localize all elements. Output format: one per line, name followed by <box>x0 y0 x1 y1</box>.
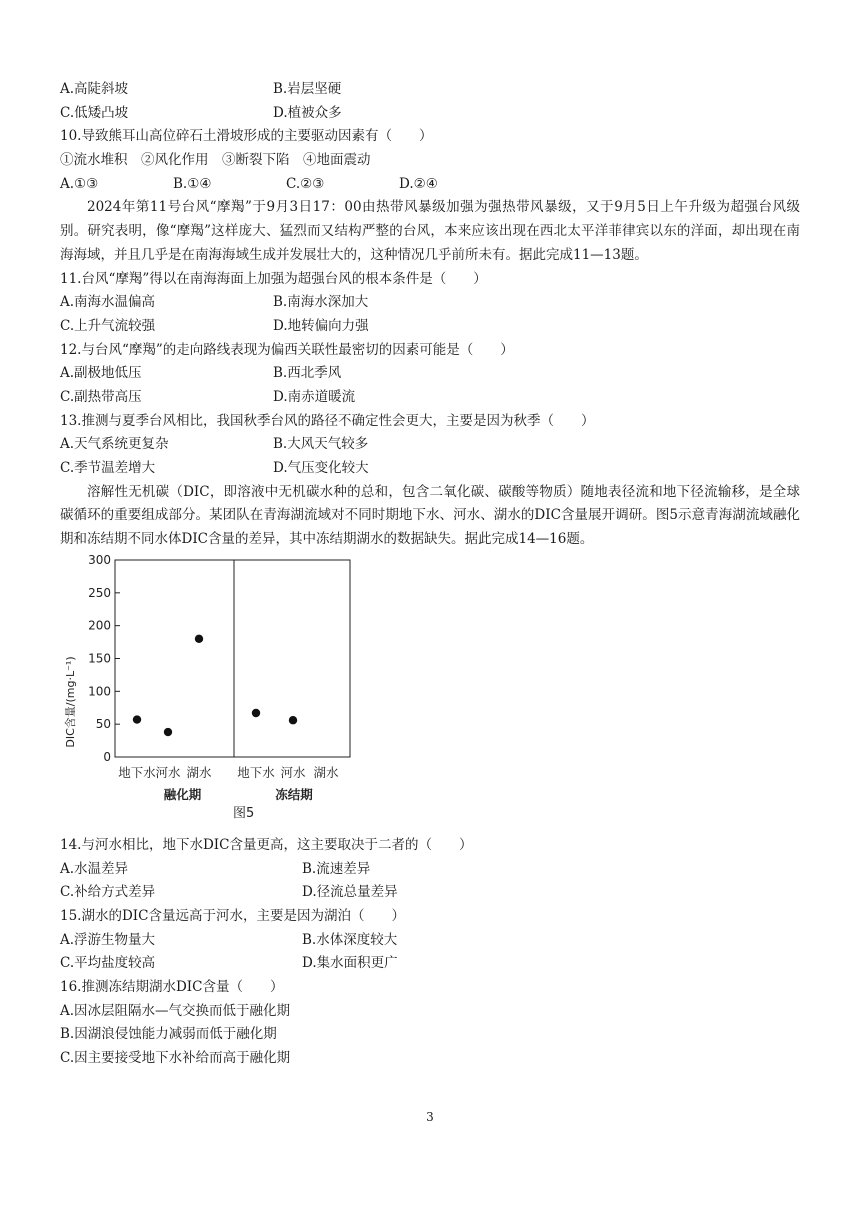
x-category-label: 湖水 <box>186 764 212 780</box>
q11-option-d: D.地转偏向力强 <box>273 317 369 334</box>
q11-stem: 11.台风“摩羯”得以在南海海面上加强为超强台风的根本条件是（ ） <box>60 270 487 287</box>
q14-options-row2 <box>60 881 800 905</box>
x-category-label: 地下水 <box>118 764 156 780</box>
q12-options-row1 <box>60 362 800 386</box>
q12-option-a: A.副极地低压 <box>60 365 142 382</box>
y-tick-label: 100 <box>88 684 111 699</box>
q16-option-a: A.因冰层阻隔水—气交换而低于融化期 <box>60 1002 291 1019</box>
q13-options-row2 <box>60 457 800 481</box>
q12-stem: 12.与台风“摩羯”的走向路线表现为偏西关联性最密切的因素可能是（ ） <box>60 341 514 358</box>
q11-option-b: B.南海水深加大 <box>273 294 369 311</box>
chart-y-axis-label: DIC含量/(mg·L⁻¹) <box>64 656 77 748</box>
x-category-label: 湖水 <box>313 764 339 780</box>
figure-5-chart <box>60 552 800 834</box>
q9-option-b: B.岩层坚硬 <box>273 81 342 97</box>
q14-option-b: B.流速差异 <box>302 860 371 877</box>
q10-stem: 10.导致熊耳山高位碎石土滑坡形成的主要驱动因素有（ ） <box>60 128 433 145</box>
dic-chart-svg <box>60 552 800 834</box>
q16-option-c: C.因主要接受地下水补给而高于融化期 <box>60 1050 291 1067</box>
y-tick-label: 150 <box>88 651 111 666</box>
q12-option-d: D.南赤道暖流 <box>273 388 356 405</box>
q13-options-row1 <box>60 433 800 457</box>
plot-frame <box>115 560 350 757</box>
y-tick-label: 0 <box>103 749 111 764</box>
y-tick-label: 250 <box>88 585 111 600</box>
x-category-label: 地下水 <box>237 764 275 780</box>
data-point <box>252 709 260 717</box>
q16-option-b: B.因湖浪侵蚀能力减弱而低于融化期 <box>60 1026 277 1043</box>
q15-option-d: D.集水面积更广 <box>302 955 398 972</box>
y-tick-label: 50 <box>95 717 111 732</box>
q15-options-row2 <box>60 952 800 976</box>
data-point <box>133 715 141 723</box>
period-group-label: 冻结期 <box>275 786 313 802</box>
q9-options-row1 <box>60 78 800 102</box>
q15-option-a: A.浮游生物量大 <box>60 931 156 948</box>
q9-option-c: C.低矮凸坡 <box>60 104 129 121</box>
page-number: 3 <box>426 1110 434 1124</box>
x-category-label: 河水 <box>155 764 181 780</box>
q15-option-b: B.水体深度较大 <box>302 931 398 948</box>
q13-stem: 13.推测与夏季台风相比，我国秋季台风的路径不确定性会更大，主要是因为秋季（ ） <box>60 412 595 429</box>
q10-option-a: A.①③ <box>60 175 99 192</box>
q13-option-d: D.气压变化较大 <box>273 460 369 477</box>
q15-option-c: C.平均盐度较高 <box>60 955 156 972</box>
q14-options-row1 <box>60 858 800 882</box>
data-point <box>289 716 297 724</box>
y-tick-label: 300 <box>88 552 111 567</box>
q10-option-c: C.②③ <box>286 175 325 192</box>
figure-caption: 图5 <box>233 805 255 821</box>
data-point <box>195 634 203 642</box>
q14-stem: 14.与河水相比，地下水DIC含量更高，这主要取决于二者的（ ） <box>60 836 473 853</box>
typhoon-passage: 2024年第11号台风“摩羯”于9月3日17：00由热带风暴级加强为强热带风暴级，又于9月5日上午升级为超强台风级别。研究表明，像“摩羯”这样庞大、猛烈而又结构严整的台风，本来应该出现在西北太平洋菲律宾以东的洋面，却出现在南海海域，并且几乎是在南海海域生成并发展壮大的，这种情况几乎前所未有。据此完成11—13题。 <box>60 199 800 263</box>
q9-option-d: D.植被众多 <box>273 104 342 121</box>
q9-options-row2 <box>60 102 800 126</box>
q12-option-c: C.副热带高压 <box>60 388 142 405</box>
y-tick-label: 200 <box>88 618 111 633</box>
q11-option-a: A.南海水温偏高 <box>60 294 156 311</box>
q9-option-a: A.高陡斜坡 <box>60 81 129 97</box>
exam-page <box>60 78 800 1071</box>
q10-option-d: D.②④ <box>399 175 438 192</box>
q16-stem: 16.推测冻结期湖水DIC含量（ ） <box>60 978 284 995</box>
q14-option-d: D.径流总量差异 <box>302 884 398 901</box>
q11-options-row1 <box>60 291 800 315</box>
q11-option-c: C.上升气流较强 <box>60 317 156 334</box>
q10-options <box>60 173 800 197</box>
data-point <box>164 728 172 736</box>
q11-options-row2 <box>60 315 800 339</box>
q15-stem: 15.湖水的DIC含量远高于河水，主要是因为湖泊（ ） <box>60 907 405 924</box>
period-group-label: 融化期 <box>163 786 202 802</box>
q13-option-a: A.天气系统更复杂 <box>60 436 169 453</box>
q14-option-c: C.补给方式差异 <box>60 884 156 901</box>
q14-option-a: A.水温差异 <box>60 860 129 877</box>
q15-options-row1 <box>60 929 800 953</box>
dic-passage: 溶解性无机碳（DIC，即溶液中无机碳水种的总和，包含二氧化碳、碳酸等物质）随地表径流和地下径流输移，是全球碳循环的重要组成部分。某团队在青海湖流域对不同时期地下水、河水、湖水的DIC含量展开调研。图5示意青海湖流域融化期和冻结期不同水体DIC含量的差异，其中冻结期湖水的数据缺失。据此完成14—16题。 <box>60 483 800 548</box>
q12-options-row2 <box>60 386 800 410</box>
q10-option-b: B.①④ <box>173 175 212 192</box>
q13-option-b: B.大风天气较多 <box>273 436 369 453</box>
q10-items: ①流水堆积 ②风化作用 ③断裂下陷 ④地面震动 <box>60 152 371 169</box>
q12-option-b: B.西北季风 <box>273 365 342 382</box>
q13-option-c: C.季节温差增大 <box>60 460 156 477</box>
x-category-label: 河水 <box>280 764 306 780</box>
